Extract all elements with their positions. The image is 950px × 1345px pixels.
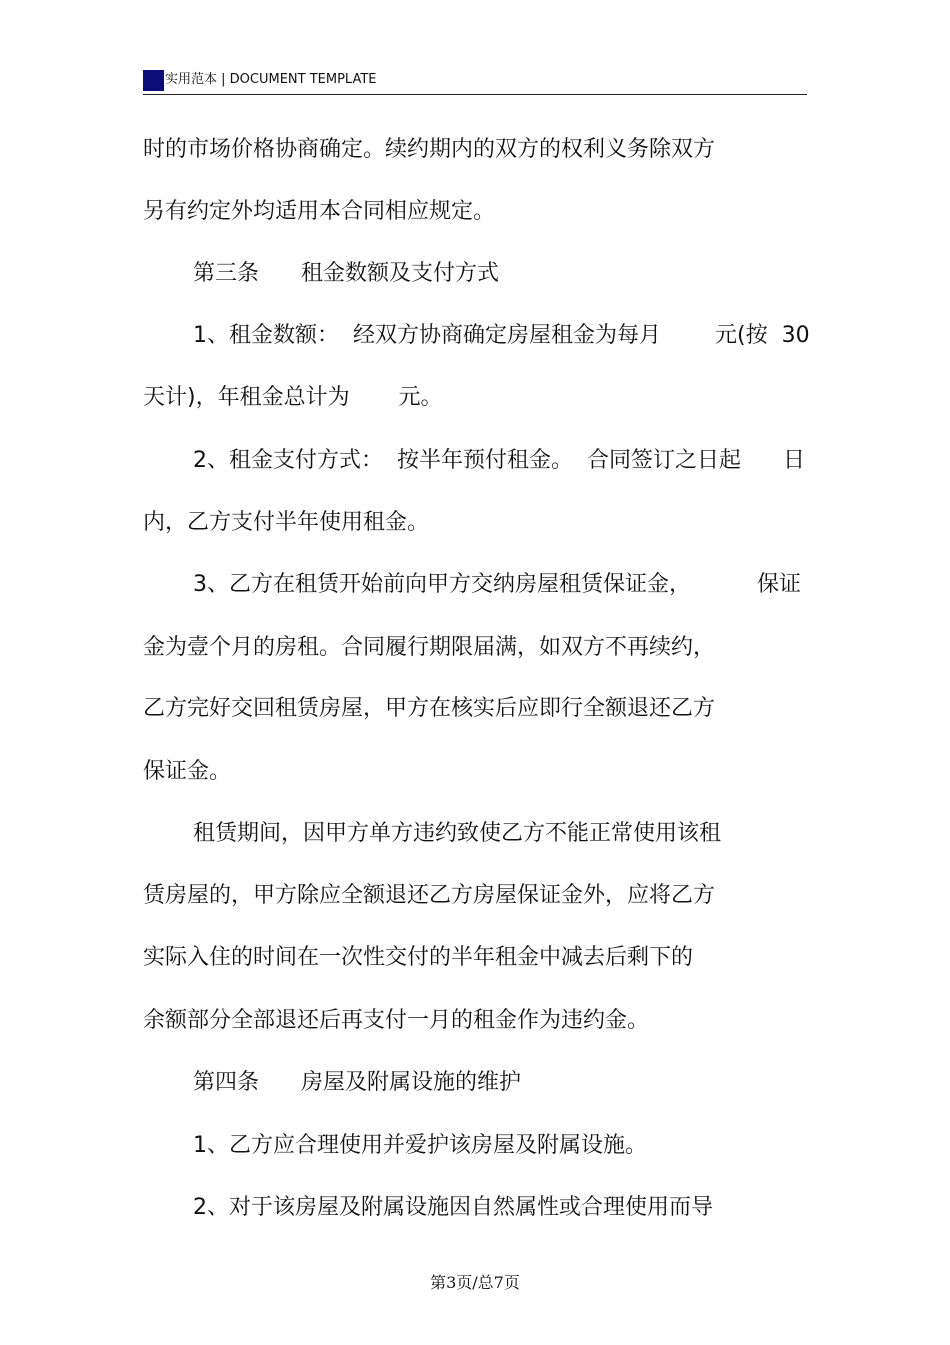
article-4-heading: 第四条 房屋及附属设施的维护	[193, 1070, 521, 1095]
text-line-right: 保证	[757, 572, 802, 597]
text-line: 2、对于该房屋及附属设施因自然属性或合理使用而导	[193, 1195, 713, 1220]
header-title: 实用范本 | DOCUMENT TEMPLATE	[165, 72, 377, 87]
text-line: 赁房屋的，甲方除应全额退还乙方房屋保证金外，应将乙方	[143, 883, 716, 908]
text-line: 时的市场价格协商确定。续约期内的双方的权利义务除双方	[143, 137, 716, 162]
text-line: 乙方完好交回租赁房屋，甲方在核实后应即行全额退还乙方	[143, 696, 716, 721]
text-line: 内，乙方支付半年使用租金。	[143, 510, 430, 535]
text-line: 另有约定外均适用本合同相应规定。	[143, 199, 496, 224]
header-logo-square	[143, 70, 164, 91]
text-line: 金为壹个月的房租。合同履行期限届满，如双方不再续约，	[143, 635, 716, 660]
text-line: 1、乙方应合理使用并爱护该房屋及附属设施。	[193, 1133, 647, 1158]
text-line-right: 元(按 30	[715, 323, 810, 348]
text-line: 实际入住的时间在一次性交付的半年租金中减去后剩下的	[143, 945, 694, 970]
text-line: 2、租金支付方式： 按半年预付租金。 合同签订之日起	[193, 448, 741, 473]
page-number: 第3页/总7页	[430, 1273, 520, 1292]
text-line: 租赁期间，因甲方单方违约致使乙方不能正常使用该租	[193, 821, 722, 846]
text-line: 保证金。	[143, 759, 232, 784]
text-line-right: 日	[783, 448, 806, 473]
text-line: 余额部分全部退还后再支付一月的租金作为违约金。	[143, 1008, 650, 1033]
text-line: 3、乙方在租赁开始前向甲方交纳房屋租赁保证金，	[193, 572, 691, 597]
text-line: 1、租金数额： 经双方协商确定房屋租金为每月	[193, 323, 661, 348]
text-line: 天计)，年租金总计为 元。	[143, 385, 443, 410]
page-header	[143, 68, 807, 95]
article-3-heading: 第三条 租金数额及支付方式	[193, 261, 499, 286]
